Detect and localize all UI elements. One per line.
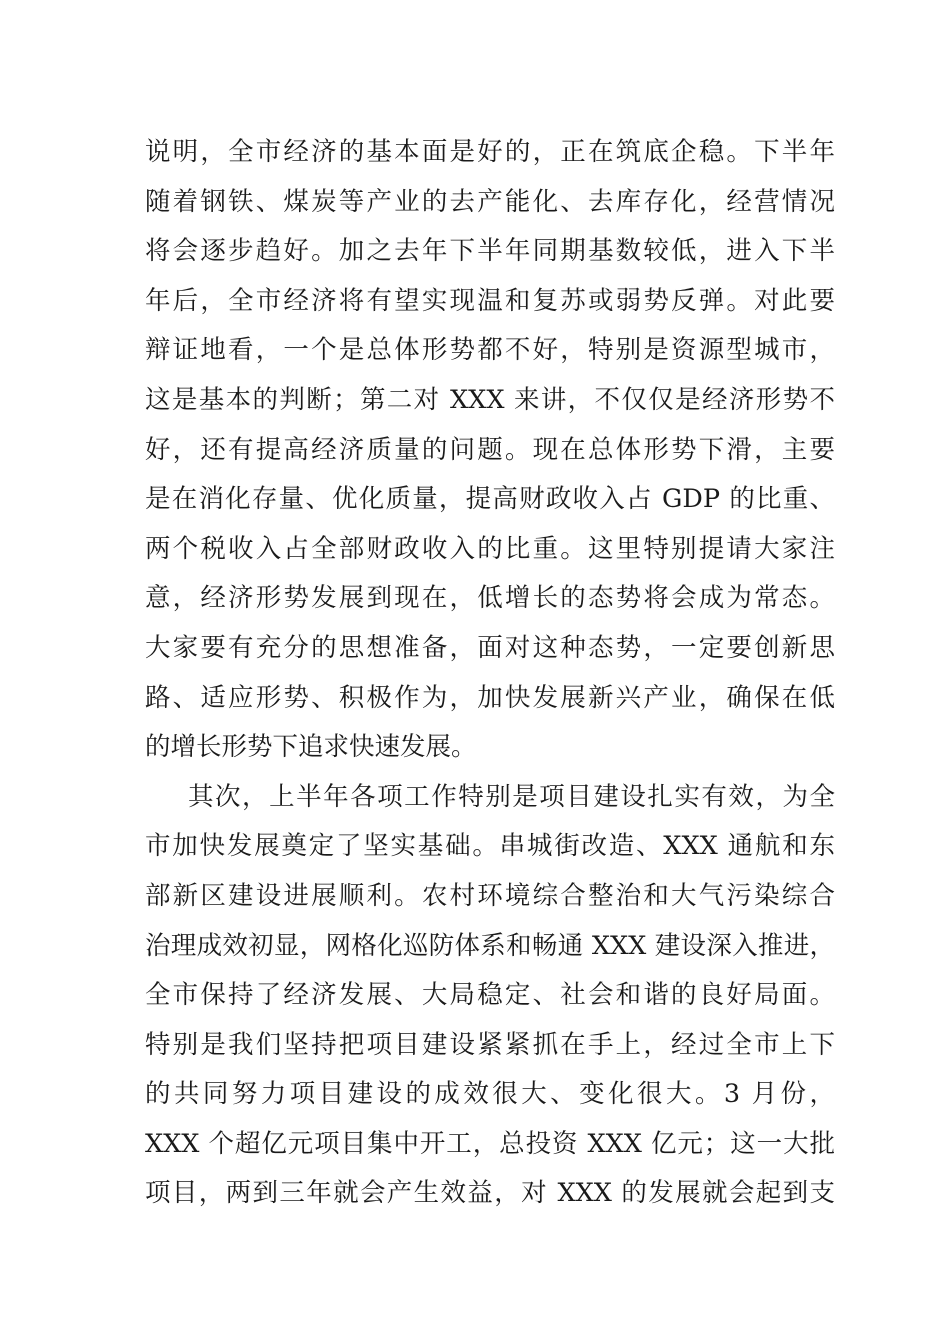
text-line: 将会逐步趋好。加之去年下半年同期基数较低，进入下半 — [145, 236, 835, 267]
text-line: 意，经济形势发展到现在，低增长的态势将会成为常态。 — [145, 583, 835, 614]
text-line: 路、适应形势、积极作为，加快发展新兴产业，确保在低 — [145, 682, 835, 713]
text-line: 辩证地看，一个是总体形势都不好，特别是资源型城市， — [145, 335, 835, 366]
text-line: 治理成效初显，网格化巡防体系和畅通 XXX 建设深入推进， — [145, 930, 835, 961]
text-line: 全市保持了经济发展、大局稳定、社会和谐的良好局面。 — [145, 980, 835, 1011]
text-line: 特别是我们坚持把项目建设紧紧抓在手上，经过全市上下 — [145, 1029, 835, 1060]
text-line: 部新区建设进展顺利。农村环境综合整治和大气污染综合 — [145, 880, 835, 911]
text-line: 市加快发展奠定了坚实基础。串城街改造、XXX 通航和东 — [145, 831, 835, 862]
paragraph-first-line: 其次，上半年各项工作特别是项目建设扎实有效，为全 — [188, 781, 835, 812]
text-line: 年后，全市经济将有望实现温和复苏或弱势反弹。对此要 — [145, 285, 835, 316]
body-text — [145, 128, 835, 1219]
text-line: 的共同努力项目建设的成效很大、变化很大。3 月份， — [145, 1079, 835, 1110]
text-line: 说明，全市经济的基本面是好的，正在筑底企稳。下半年 — [145, 137, 835, 167]
text-line: 两个税收入占全部财政收入的比重。这里特别提请大家注 — [145, 533, 835, 564]
text-line: 这是基本的判断；第二对 XXX 来讲，不仅仅是经济形势不 — [145, 384, 835, 415]
text-line: 项目，两到三年就会产生效益，对 XXX 的发展就会起到支 — [145, 1178, 835, 1209]
text-line: 随着钢铁、煤炭等产业的去产能化、去库存化，经营情况 — [145, 186, 835, 217]
text-line: 是在消化存量、优化质量，提高财政收入占 GDP 的比重、 — [145, 484, 835, 515]
text-line: 的增长形势下追求快速发展。 — [145, 732, 477, 763]
text-line: 大家要有充分的思想准备，面对这种态势，一定要创新思 — [145, 632, 835, 663]
text-line: 好，还有提高经济质量的问题。现在总体形势下滑，主要 — [145, 434, 835, 465]
text-line: XXX 个超亿元项目集中开工，总投资 XXX 亿元；这一大批 — [145, 1128, 835, 1159]
